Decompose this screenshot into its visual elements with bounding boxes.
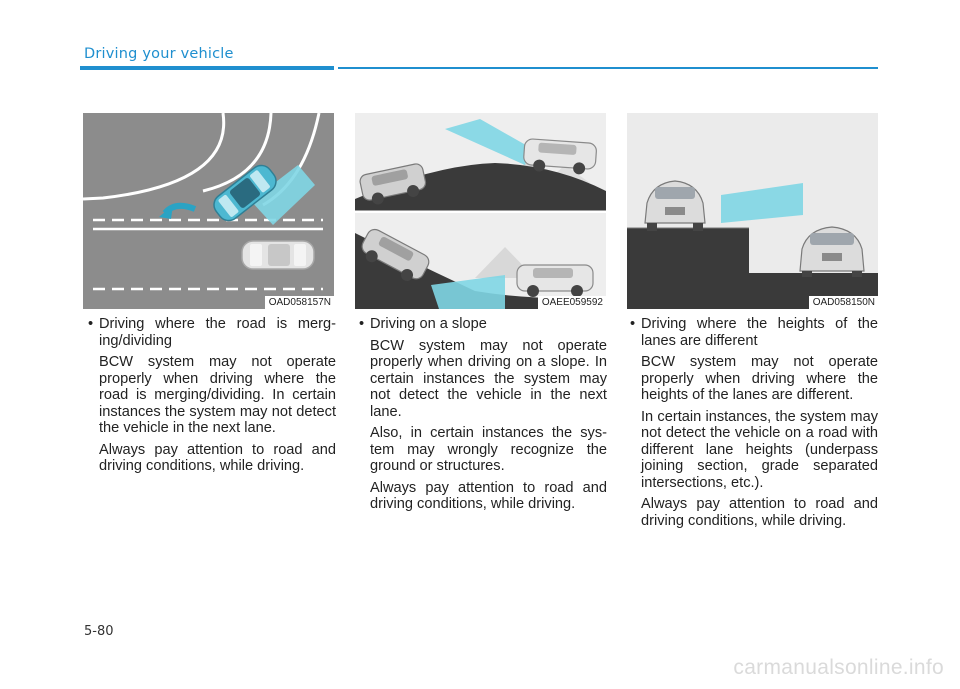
watermark: carmanualsonline.info xyxy=(733,656,944,679)
figure-lane-height xyxy=(627,113,878,309)
bullet-text: Driving where the heights of the lanes are different xyxy=(641,316,878,349)
paragraph: In certain instances, the system may not detect the vehicle on a road with different lane heights (underpass joining section, grade separated intersections, etc.). xyxy=(641,408,878,491)
figure-slope xyxy=(355,113,606,309)
bullet-item xyxy=(84,316,336,349)
slope-illustration xyxy=(355,113,606,309)
bullet-dot: • xyxy=(88,316,94,332)
page-number: 5-80 xyxy=(84,624,114,639)
bullet-dot: • xyxy=(359,316,365,332)
figure-code: OAEE059592 xyxy=(538,296,606,309)
text-column-1 xyxy=(84,316,336,475)
text-column-2 xyxy=(355,316,607,513)
section-title: Driving your vehicle xyxy=(84,46,234,62)
paragraph: Always pay attention to road and driving conditions, while driving. xyxy=(99,441,336,474)
paragraph: Also, in certain instances the sys-tem may wrongly recognize the ground or structures. xyxy=(370,425,607,474)
paragraph: BCW system may not operate properly when driving on a slope. In certain instances the system may not detect the vehicle in the next lane. xyxy=(370,337,607,420)
bullet-item xyxy=(355,316,607,333)
figure-merging-road xyxy=(83,113,334,309)
header-rule-thick xyxy=(80,66,334,70)
paragraph: Always pay attention to road and driving conditions, while driving. xyxy=(370,479,607,512)
header-rule-thin xyxy=(338,67,878,69)
text-column-3 xyxy=(626,316,878,529)
merging-road-illustration xyxy=(83,113,334,309)
bullet-dot: • xyxy=(630,316,636,332)
bullet-item xyxy=(626,316,878,349)
bullet-text: Driving on a slope xyxy=(370,316,487,332)
bullet-text: Driving where the road is merg-ing/dividing xyxy=(99,316,336,349)
paragraph: BCW system may not operate properly when driving where the road is merging/dividing. In certain instances the system may not detect the vehicle in the next lane. xyxy=(99,354,336,436)
lane-height-illustration xyxy=(627,113,878,309)
figure-code: OAD058157N xyxy=(265,296,334,309)
figure-code: OAD058150N xyxy=(809,296,878,309)
paragraph: BCW system may not operate properly when driving where the heights of the lanes are different. xyxy=(641,354,878,403)
paragraph: Always pay attention to road and driving conditions, while driving. xyxy=(641,496,878,529)
